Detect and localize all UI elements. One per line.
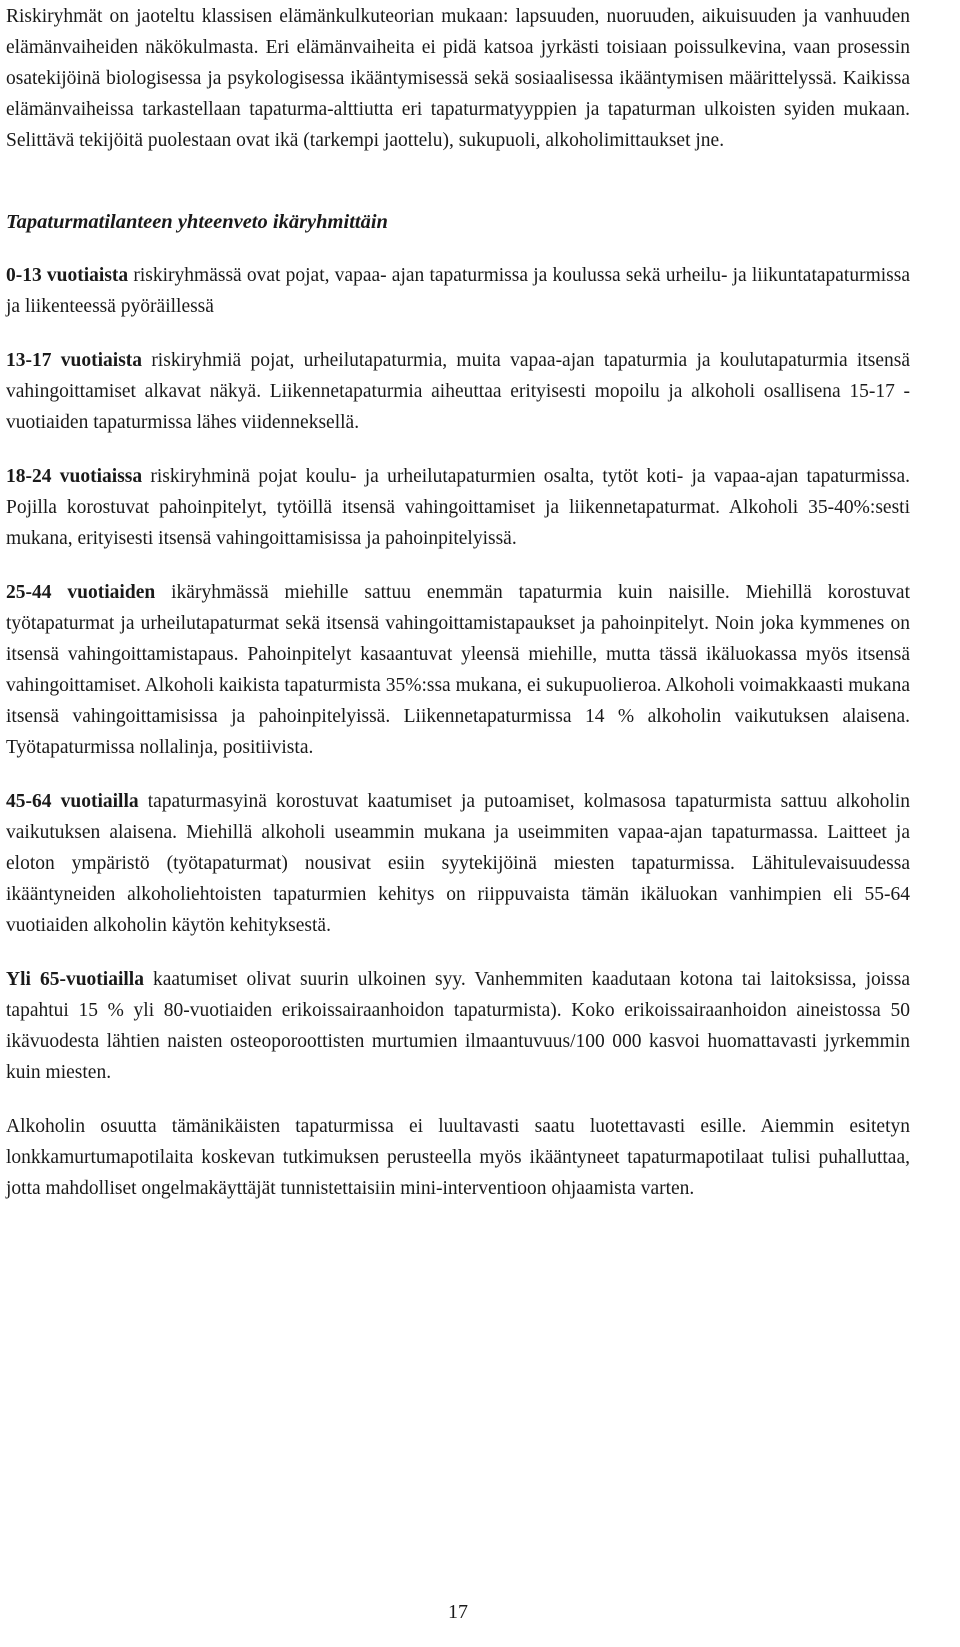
age-group-13-17-paragraph	[6, 345, 910, 438]
age-group-18-24-lead: 18-24 vuotiaissa	[6, 466, 143, 487]
age-group-25-44-text: ikäryhmässä miehille sattuu enemmän tapaturmia kuin naisille. Miehillä korostuvat työtapaturmat ja urheilutapaturmat sekä itsensä vahingoittamistapaukset ja pahoinpitelyt. Noin joka kymmenes on itsensä vahingoittamistapaus. Pahoinpitelyt kasaantuvat yleensä miehille, mutta tässä ikäluokassa myös itsensä vahingoittamiset. Alkoholi kaikista tapaturmista 35%:ssa mukana, ei sukupuolieroa. Alkoholi voimakkaasti mukana itsensä vahingoittamisissa ja pahoinpitelyissä. Liikennetapaturmissa 14 % alkoholin vaikutuksen alaisena. Työtapaturmissa nollalinja, positiivista.	[6, 582, 910, 758]
section-heading: Tapaturmatilanteen yhteenveto ikäryhmittäin	[6, 211, 388, 233]
age-group-over-65-paragraph	[6, 964, 910, 1088]
page-number: 17	[448, 1601, 468, 1623]
intro-paragraph: Riskiryhmät on jaoteltu klassisen elämänkulkuteorian mukaan: lapsuuden, nuoruuden, aikuisuuden ja vanhuuden elämänvaiheiden näkökulmasta. Eri elämänvaiheita ei pidä katsoa jyrkästi toisiaan poissulkevina, vaan prosessin osatekijöinä biologisessa ja psykologisessa ikääntymisessä sekä sosiaalisessa ikääntymisen määrittelyssä. Kaikissa elämänvaiheissa tarkastellaan tapaturma-alttiutta eri tapaturmatyyppien ja tapaturman ulkoisten syiden mukaan. Selittävä tekijöitä puolestaan ovat ikä (tarkempi jaottelu), sukupuoli, alkoholimittaukset jne.	[6, 6, 910, 151]
document-page	[6, 0, 910, 1204]
age-group-45-64-lead: 45-64 vuotiailla	[6, 791, 139, 812]
closing-paragraph: Alkoholin osuutta tämänikäisten tapaturmissa ei luultavasti saatu luotettavasti esille. Aiemmin esitetyn lonkkamurtumapotilaita koskevan tutkimuksen perusteella myös ikääntyneet tapaturmapotilaat tulisi puhalluttaa, jotta mahdolliset ongelmakäyttäjät tunnistettaisiin mini-interventioon ohjaamista varten.	[6, 1116, 910, 1199]
age-group-0-13-lead: 0-13 vuotiaista	[6, 265, 129, 286]
age-group-0-13-text: riskiryhmässä ovat pojat, vapaa- ajan tapaturmissa ja koulussa sekä urheilu- ja liikuntatapaturmissa ja liikenteessä pyöräillessä	[6, 265, 911, 317]
age-group-0-13-paragraph	[6, 260, 910, 322]
age-group-25-44-lead: 25-44 vuotiaiden	[6, 582, 156, 603]
age-group-13-17-lead: 13-17 vuotiaista	[6, 350, 143, 371]
age-group-45-64-text: tapaturmasyinä korostuvat kaatumiset ja putoamiset, kolmasosa tapaturmista sattuu alkoholin vaikutuksen alaisena. Miehillä alkoholi useammin mukana ja useimmiten vapaa-ajan tapaturmassa. Laitteet ja eloton ympäristö (työtapaturmat) nousivat esiin syytekijöinä miesten tapaturmissa. Lähitulevaisuudessa ikääntyneiden alkoholiehtoisten tapaturmien kehitys on riippuvaista tämän ikäluokan vanhimpien eli 55-64 vuotiaiden alkoholin käytön kehityksestä.	[6, 791, 910, 936]
age-group-over-65-lead: Yli 65-vuotiailla	[6, 969, 144, 990]
age-group-over-65-text: kaatumiset olivat suurin ulkoinen syy. Vanhemmiten kaadutaan kotona tai laitoksissa, joissa tapahtui 15 % yli 80-vuotiaiden erikoissairaanhoidon tapaturmista). Koko erikoissairaanhoidon aineistossa 50 ikävuodesta lähtien naisten osteoporoottisten murtumien ilmaantuvuus/100 000 kasvoi huomattavasti jyrkemmin kuin miesten.	[6, 969, 911, 1083]
age-group-18-24-paragraph	[6, 461, 910, 554]
age-group-13-17-text: riskiryhmiä pojat, urheilutapaturmia, muita vapaa-ajan tapaturmia ja koulutapaturmia itsensä vahingoittamiset alkavat näkyä. Liikennetapaturmia aiheuttaa erityisesti mopoilu ja alkoholi osallisena 15-17 -vuotiaiden tapaturmissa lähes viidenneksellä.	[6, 350, 910, 433]
age-group-45-64-paragraph	[6, 786, 910, 941]
age-group-18-24-text: riskiryhminä pojat koulu- ja urheilutapaturmien osalta, tytöt koti- ja vapaa-ajan tapaturmissa. Pojilla korostuvat pahoinpitelyt, tytöillä itsensä vahingoittamiset ja liikennetapaturmat. Alkoholi 35-40%:sesti mukana, erityisesti itsensä vahingoittamisissa ja pahoinpitelyissä.	[6, 466, 910, 549]
age-group-25-44-paragraph	[6, 577, 910, 763]
